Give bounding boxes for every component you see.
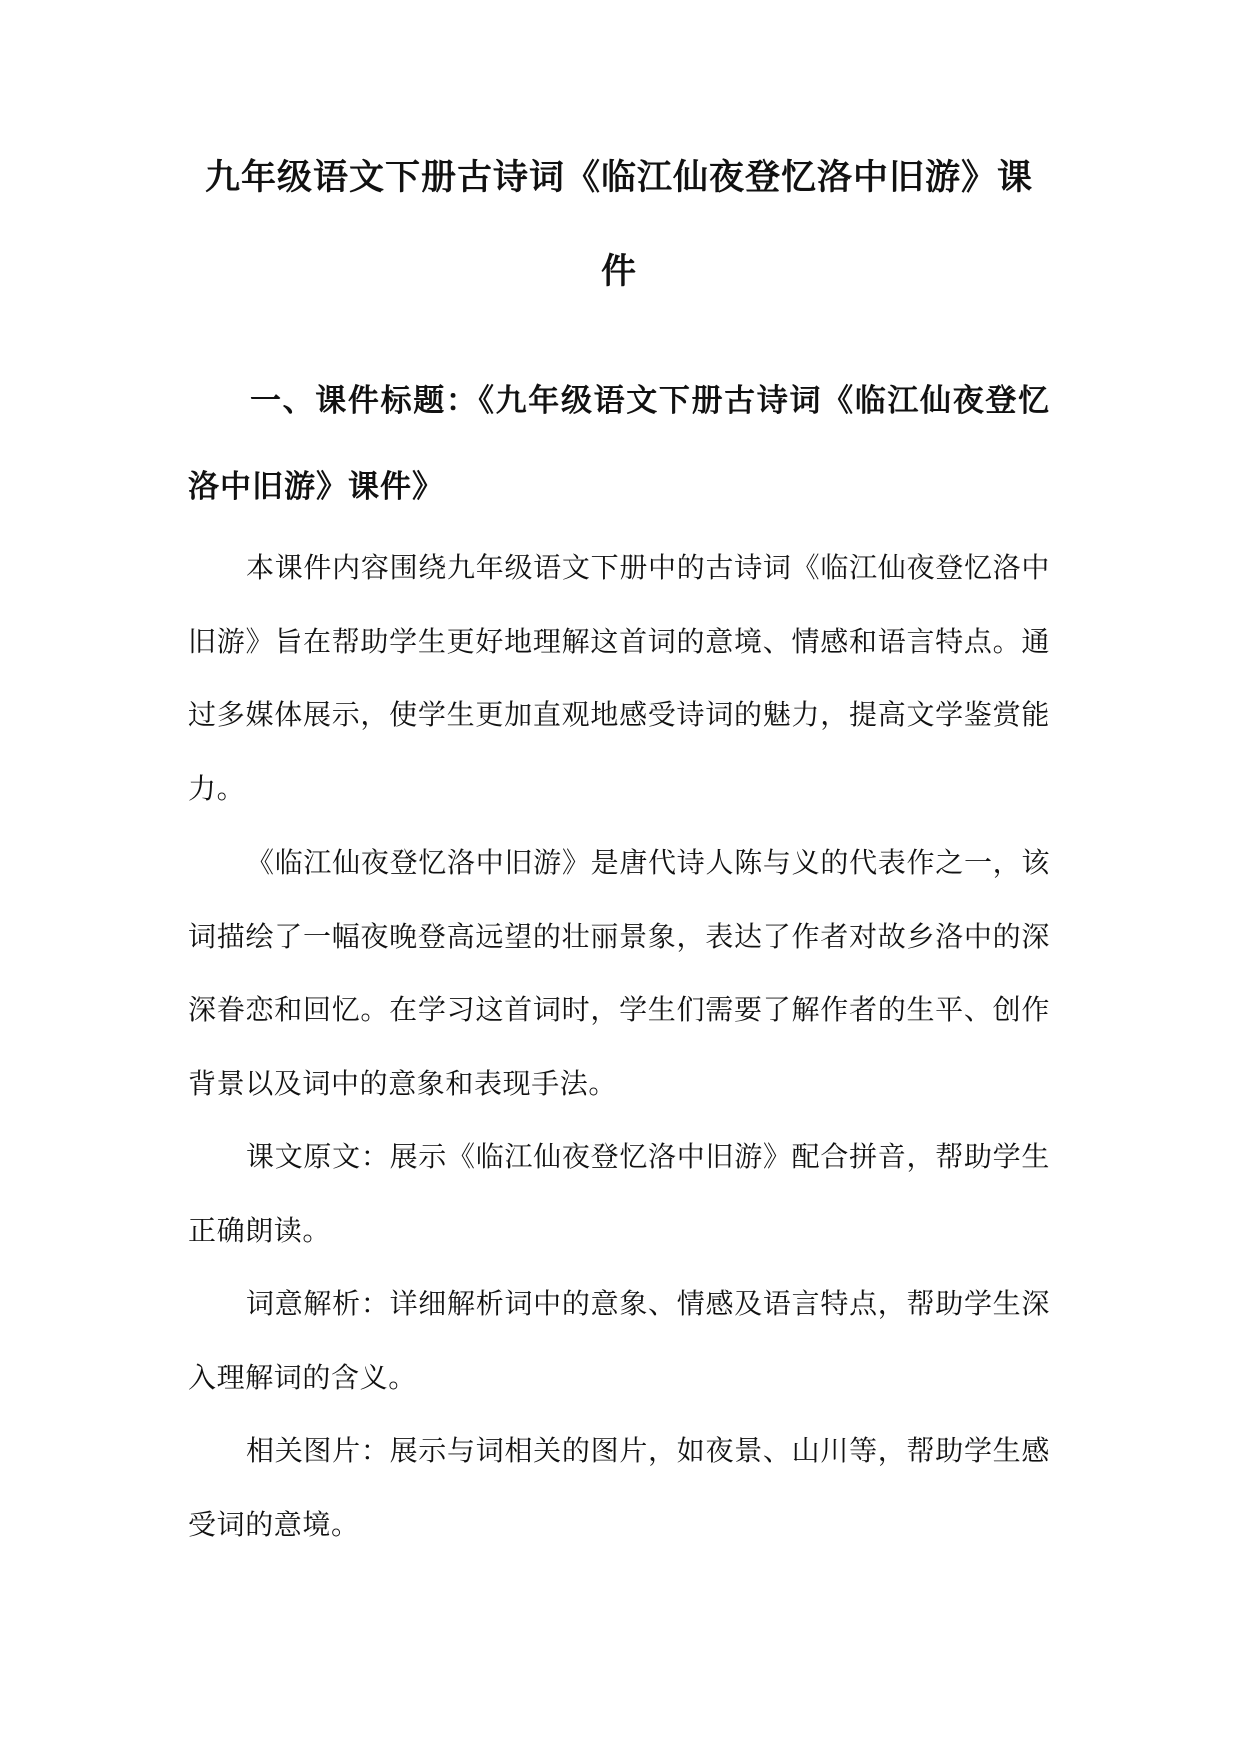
paragraph-related-images: 相关图片：展示与词相关的图片，如夜景、山川等，帮助学生感受词的意境。 — [188, 1434, 1050, 1541]
paragraph-background: 《临江仙夜登忆洛中旧游》是唐代诗人陈与义的代表作之一，该词描绘了一幅夜晚登高远望的壮丽景象，表达了作者对故乡洛中的深深眷恋和回忆。在学习这首词时，学生们需要了解作者的生平、创作背景以及词中的意象和表现手法。 — [188, 846, 1050, 1100]
paragraph-meaning-analysis: 词意解析：详细解析词中的意象、情感及语言特点，帮助学生深入理解词的含义。 — [188, 1287, 1050, 1394]
paragraph-original-text: 课文原文：展示《临江仙夜登忆洛中旧游》配合拼音，帮助学生正确朗读。 — [188, 1140, 1050, 1247]
paragraph-intro: 本课件内容围绕九年级语文下册中的古诗词《临江仙夜登忆洛中旧游》旨在帮助学生更好地理解这首词的意境、情感和语言特点。通过多媒体展示，使学生更加直观地感受诗词的魅力，提高文学鉴赏能力。 — [188, 551, 1050, 805]
document-title: 九年级语文下册古诗词《临江仙夜登忆洛中旧游》课件 — [204, 158, 1033, 292]
section-heading: 一、课件标题：《九年级语文下册古诗词《临江仙夜登忆洛中旧游》课件》 — [188, 383, 1050, 505]
